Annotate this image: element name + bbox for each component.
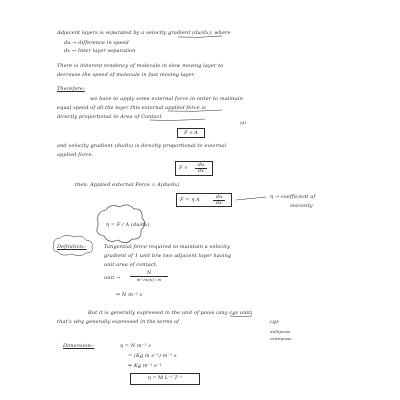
dimension-step-1: η = N m⁻² s [120, 343, 151, 349]
then-line: then. Applied external Force ∝ A(du/dx) [75, 182, 180, 188]
unit-result: ⇒ N m⁻² s [116, 292, 143, 298]
paragraph-1-line-1: There is inherent tendency of molecule in slow moving layer to [57, 63, 224, 69]
paragraph-2-line-2: equal speed of all the layer this external applied force is [57, 105, 206, 111]
area-contact-underline [150, 119, 205, 120]
box3-numerator: du [213, 195, 225, 201]
box2-denominator: dx [197, 168, 205, 174]
paragraph-4-line-1: But it is generally expressed in the unit of poise (any cgs unit) [88, 310, 253, 316]
paragraph-3-line-2: applied force. [57, 152, 94, 158]
eta-cloud-outline [97, 205, 145, 243]
paragraph-4-cgs: cgs [270, 319, 279, 325]
paragraph-3-line-1: and velocity gradient (du/dx) is directly proportional to external [57, 143, 227, 149]
definition-line-2: gradient of 1 unit b/w two adjacent layer having [104, 253, 232, 259]
poise-underline [230, 316, 252, 317]
paragraph-2-line-3: directly proportional to Area of Contact [57, 114, 162, 120]
dimension-step-3: ⇒ Kg m⁻¹ s⁻¹ [128, 363, 162, 369]
paragraph-4-line-2: that's why generally expressed in the terms of [57, 319, 180, 325]
dimension-heading: Dimension:- [63, 343, 95, 349]
box3-left: F = η A [180, 197, 200, 203]
paragraph-1-line-2: decrease the speed of molecule in fast moving layer. [57, 72, 196, 78]
dx-definition: dx → Inter layer separation [64, 48, 136, 54]
formula-box-f-prop-a: F ∝ A [177, 128, 205, 138]
therefore-heading: Therefore: [57, 86, 85, 92]
eta-note-line-2: viscosity [290, 203, 313, 209]
definition-line-1: Tangential force required to maintain a velocity [104, 244, 230, 250]
eta-arrow [236, 197, 266, 200]
box3-denominator: dx [215, 200, 223, 206]
definition-cloud-outline [53, 235, 92, 256]
external-force-underline [168, 110, 222, 111]
dimension-step-2: = (Kg m s⁻²) m⁻² s [128, 353, 177, 359]
du-definition: du → difference in speed [64, 40, 129, 46]
unit-numerator: N [130, 271, 168, 277]
definition-line-3: unit area of contact. [104, 262, 158, 268]
eta-formula: η = F / A (du/dx) [106, 222, 150, 228]
millipoise-note: millipoise [270, 329, 291, 334]
unit-denominator: m² (m/s) / m [136, 277, 162, 282]
dimension-result-box: η = M L⁻¹ T⁻¹ [130, 373, 200, 385]
intro-line: Adjacent layers is separated by a velocity gradient (du/dx), where [57, 30, 231, 36]
paragraph-2-line-1: we have to apply some external force in order to maintain [90, 96, 244, 102]
box2-numerator: du [195, 163, 207, 169]
definition-heading: Definition:- [57, 244, 87, 250]
area-note: (A) [240, 120, 247, 125]
velocity-gradient-underline [178, 36, 222, 37]
centipoise-note: centipoise [270, 336, 292, 341]
box2-left: F ∝ [179, 165, 188, 171]
eta-note-line-1: η → coefficient of [270, 194, 316, 200]
unit-label: unit → [104, 275, 121, 281]
